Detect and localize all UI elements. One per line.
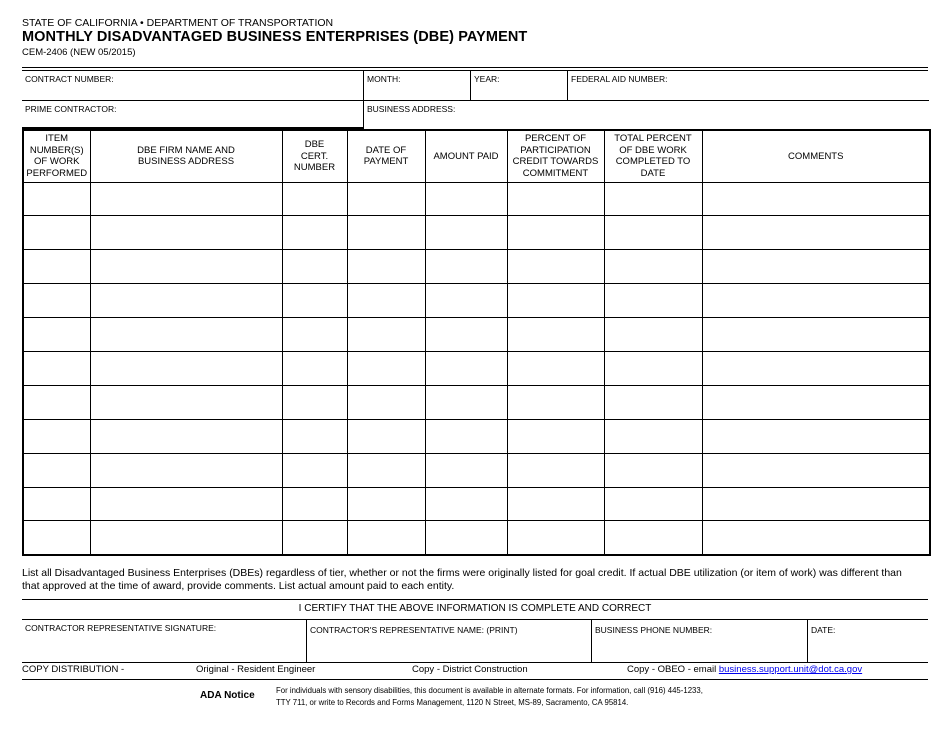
table-cell-input[interactable] (426, 454, 507, 487)
table-cell-input[interactable] (348, 216, 425, 249)
table-cell-input[interactable] (283, 318, 347, 351)
table-cell-input[interactable] (24, 216, 90, 249)
table-cell (507, 487, 604, 521)
table-cell-input[interactable] (703, 352, 930, 385)
table-cell (90, 453, 282, 487)
month-label: MONTH: (367, 74, 401, 84)
business-phone-input[interactable] (594, 646, 805, 660)
table-row (23, 318, 930, 352)
table-cell-input[interactable] (605, 386, 702, 419)
table-cell (507, 453, 604, 487)
table-row (23, 419, 930, 453)
table-cell (702, 284, 930, 318)
table-cell-input[interactable] (605, 216, 702, 249)
ada-notice-title: ADA Notice (200, 690, 255, 701)
representative-name-field (307, 620, 592, 662)
ada-notice-text (276, 685, 876, 708)
table-cell-input[interactable] (605, 352, 702, 385)
business-phone-label: BUSINESS PHONE NUMBER: (595, 625, 713, 635)
table-cell-input[interactable] (24, 488, 90, 521)
business-address-label: BUSINESS ADDRESS: (367, 104, 456, 114)
table-cell-input[interactable] (605, 183, 702, 216)
table-cell-input[interactable] (426, 420, 507, 453)
table-cell-input[interactable] (91, 521, 282, 553)
table-cell-input[interactable] (508, 488, 604, 521)
table-cell (347, 284, 425, 318)
table-cell-input[interactable] (426, 216, 507, 249)
table-cell-input[interactable] (24, 318, 90, 351)
table-cell-input[interactable] (91, 386, 282, 419)
column-header-dbe-firm: DBE FIRM NAME AND BUSINESS ADDRESS (90, 130, 282, 182)
table-cell (507, 351, 604, 385)
table-cell (507, 419, 604, 453)
table-cell (702, 419, 930, 453)
table-cell (425, 453, 507, 487)
form-number: CEM-2406 (NEW 05/2015) (22, 47, 136, 58)
business-phone-field (592, 620, 808, 662)
column-header-date-of-payment: DATE OF PAYMENT (347, 130, 425, 182)
table-cell-input[interactable] (508, 386, 604, 419)
date-field (808, 620, 929, 662)
header-divider (22, 67, 928, 68)
table-cell-input[interactable] (703, 250, 930, 283)
table-cell (425, 521, 507, 555)
table-row (23, 385, 930, 419)
table-cell (604, 453, 702, 487)
agency-name: STATE OF CALIFORNIA • DEPARTMENT OF TRANSPORTATION (22, 17, 334, 29)
form-title: MONTHLY DISADVANTAGED BUSINESS ENTERPRISES (DBE) PAYMENT (22, 29, 528, 45)
table-cell (282, 487, 347, 521)
copy-district: Copy - District Construction (412, 664, 528, 675)
table-cell (282, 284, 347, 318)
contract-number-field (22, 71, 364, 101)
table-row (23, 182, 930, 216)
column-header-item-numbers: ITEM NUMBER(S) OF WORK PERFORMED (23, 130, 90, 182)
table-cell (702, 250, 930, 284)
table-cell (23, 216, 90, 250)
table-cell (507, 216, 604, 250)
table-cell (282, 521, 347, 555)
table-cell (347, 351, 425, 385)
prime-contractor-field (22, 101, 364, 129)
table-cell (282, 216, 347, 250)
instructions-text: List all Disadvantaged Business Enterprises (DBEs) regardless of tier, whether or not the firms were originally listed for goal credit. If actual DBE utilization (or item of work) was different than that approved at the time of award, provide comments. List actual amount paid to each entity. (22, 567, 902, 592)
table-cell (23, 453, 90, 487)
federal-aid-number-label: FEDERAL AID NUMBER: (571, 74, 668, 84)
table-cell-input[interactable] (426, 284, 507, 317)
column-header-cert-number: DBE CERT. NUMBER (282, 130, 347, 182)
table-cell (90, 385, 282, 419)
representative-name-input[interactable] (309, 646, 589, 660)
table-cell (425, 182, 507, 216)
table-cell-input[interactable] (508, 318, 604, 351)
table-cell (347, 521, 425, 555)
table-cell-input[interactable] (508, 420, 604, 453)
obeo-email-link[interactable]: business.support.unit@dot.ca.gov (718, 664, 863, 675)
table-cell (507, 284, 604, 318)
table-cell (347, 250, 425, 284)
table-cell (347, 419, 425, 453)
table-cell (702, 521, 930, 555)
table-cell-input[interactable] (703, 386, 930, 419)
table-cell-input[interactable] (508, 521, 604, 553)
year-input[interactable] (473, 84, 565, 98)
table-cell-input[interactable] (703, 183, 930, 216)
table-cell-input[interactable] (283, 488, 347, 521)
table-cell (604, 521, 702, 555)
table-cell (90, 521, 282, 555)
table-cell (23, 318, 90, 352)
table-cell-input[interactable] (348, 183, 425, 216)
column-header-amount-paid: AMOUNT PAID (425, 130, 507, 182)
table-cell-input[interactable] (91, 216, 282, 249)
table-cell (425, 487, 507, 521)
table-cell (507, 318, 604, 352)
table-cell-input[interactable] (24, 454, 90, 487)
table-cell-input[interactable] (605, 318, 702, 351)
table-cell (347, 385, 425, 419)
prime-contractor-input[interactable] (24, 111, 361, 125)
table-cell-input[interactable] (91, 318, 282, 351)
table-row (23, 250, 930, 284)
table-cell (90, 216, 282, 250)
table-cell-input[interactable] (24, 386, 90, 419)
table-cell (90, 419, 282, 453)
table-cell (23, 182, 90, 216)
contract-number-label: CONTRACT NUMBER: (25, 74, 114, 84)
copy-original: Original - Resident Engineer (196, 664, 316, 675)
table-cell-input[interactable] (91, 488, 282, 521)
table-cell (90, 318, 282, 352)
table-cell-input[interactable] (703, 216, 930, 249)
table-cell (507, 250, 604, 284)
table-cell-input[interactable] (24, 521, 90, 553)
table-row (23, 351, 930, 385)
table-cell (23, 385, 90, 419)
ada-divider (22, 679, 928, 680)
table-cell-input[interactable] (91, 250, 282, 283)
table-cell-input[interactable] (283, 284, 347, 317)
table-cell (23, 521, 90, 555)
table-cell (702, 318, 930, 352)
distribution-divider (22, 662, 928, 663)
table-cell (282, 453, 347, 487)
date-input[interactable] (810, 646, 927, 660)
table-cell (347, 182, 425, 216)
copy-obeo (627, 664, 862, 675)
year-label: YEAR: (474, 74, 500, 84)
table-cell-input[interactable] (426, 318, 507, 351)
table-cell (282, 250, 347, 284)
table-cell-input[interactable] (283, 420, 347, 453)
table-cell-input[interactable] (426, 250, 507, 283)
table-row (23, 487, 930, 521)
table-cell (702, 216, 930, 250)
table-cell (604, 182, 702, 216)
business-address-field (364, 101, 929, 129)
table-cell (282, 182, 347, 216)
table-cell (23, 284, 90, 318)
table-cell (604, 487, 702, 521)
table-cell (90, 284, 282, 318)
table-cell-input[interactable] (91, 284, 282, 317)
table-cell-input[interactable] (348, 284, 425, 317)
table-cell (702, 182, 930, 216)
table-cell (425, 419, 507, 453)
table-cell-input[interactable] (283, 216, 347, 249)
ada-notice-line: TTY 711, or write to Records and Forms Management, 1120 N Street, MS-89, Sacramento, CA 95814. (276, 697, 629, 707)
table-cell (425, 216, 507, 250)
table-cell-input[interactable] (508, 454, 604, 487)
table-cell (604, 250, 702, 284)
certification-statement: I CERTIFY THAT THE ABOVE INFORMATION IS COMPLETE AND CORRECT (298, 603, 652, 614)
year-field (471, 71, 568, 101)
table-cell (282, 351, 347, 385)
table-cell-input[interactable] (426, 352, 507, 385)
table-cell-input[interactable] (283, 521, 347, 553)
table-cell-input[interactable] (605, 454, 702, 487)
table-cell-input[interactable] (348, 250, 425, 283)
table-cell-input[interactable] (703, 284, 930, 317)
table-cell (425, 351, 507, 385)
ada-notice-line: For individuals with sensory disabilities, this document is available in alternate formats. For information, call (916) 445-1233, (276, 686, 703, 695)
table-row (23, 216, 930, 250)
table-cell-input[interactable] (283, 386, 347, 419)
signature-field (22, 620, 307, 662)
table-cell-input[interactable] (283, 183, 347, 216)
table-cell (347, 487, 425, 521)
table-cell-input[interactable] (91, 352, 282, 385)
table-cell-input[interactable] (348, 386, 425, 419)
table-cell-input[interactable] (703, 454, 930, 487)
table-cell (604, 318, 702, 352)
table-cell-input[interactable] (703, 521, 930, 553)
table-cell (425, 250, 507, 284)
prime-contractor-label: PRIME CONTRACTOR: (25, 104, 117, 114)
table-cell (604, 216, 702, 250)
table-cell-input[interactable] (426, 386, 507, 419)
table-cell-input[interactable] (348, 454, 425, 487)
table-cell (347, 453, 425, 487)
table-cell-input[interactable] (605, 250, 702, 283)
table-cell (702, 351, 930, 385)
table-cell-input[interactable] (508, 250, 604, 283)
table-cell (282, 385, 347, 419)
table-cell-input[interactable] (24, 183, 90, 216)
table-cell-input[interactable] (91, 183, 282, 216)
table-cell (604, 419, 702, 453)
table-cell-input[interactable] (348, 352, 425, 385)
table-cell (507, 521, 604, 555)
business-address-input[interactable] (366, 113, 927, 127)
table-cell-input[interactable] (24, 284, 90, 317)
table-cell (702, 453, 930, 487)
table-cell-input[interactable] (426, 521, 507, 553)
table-cell (702, 487, 930, 521)
table-cell-input[interactable] (508, 352, 604, 385)
table-cell-input[interactable] (508, 284, 604, 317)
table-cell-input[interactable] (24, 250, 90, 283)
copy-distribution-label: COPY DISTRIBUTION - (22, 664, 125, 675)
table-cell-input[interactable] (348, 521, 425, 553)
month-input[interactable] (366, 84, 468, 98)
table-cell-input[interactable] (605, 521, 702, 553)
table-cell-input[interactable] (91, 454, 282, 487)
column-header-total-percent: TOTAL PERCENT OF DBE WORK COMPLETED TO DATE (604, 130, 702, 182)
table-cell (604, 351, 702, 385)
contract-number-input[interactable] (24, 84, 361, 98)
table-cell-input[interactable] (348, 488, 425, 521)
table-cell-input[interactable] (426, 183, 507, 216)
signature-input[interactable] (24, 646, 304, 660)
table-cell (282, 419, 347, 453)
certification-divider (22, 599, 928, 600)
table-cell-input[interactable] (426, 488, 507, 521)
table-cell (604, 385, 702, 419)
date-label: DATE: (811, 625, 836, 635)
table-cell-input[interactable] (283, 454, 347, 487)
federal-aid-number-field (568, 71, 929, 101)
table-cell-input[interactable] (283, 250, 347, 283)
table-cell-input[interactable] (605, 488, 702, 521)
representative-name-label: CONTRACTOR'S REPRESENTATIVE NAME: (PRINT) (310, 625, 518, 635)
table-row (23, 284, 930, 318)
table-cell-input[interactable] (24, 420, 90, 453)
table-cell-input[interactable] (91, 420, 282, 453)
column-header-percent-participation: PERCENT OF PARTICIPATION CREDIT TOWARDS COMMITMENT (507, 130, 604, 182)
table-row (23, 521, 930, 555)
table-cell (90, 351, 282, 385)
copy-obeo-label: Copy - OBEO - email (627, 664, 717, 675)
table-cell (23, 419, 90, 453)
table-cell-input[interactable] (508, 183, 604, 216)
table-cell (23, 250, 90, 284)
table-cell-input[interactable] (508, 216, 604, 249)
month-field (364, 71, 471, 101)
table-cell (347, 318, 425, 352)
table-cell (425, 284, 507, 318)
table-cell (282, 318, 347, 352)
table-cell-input[interactable] (703, 318, 930, 351)
table-cell-input[interactable] (703, 420, 930, 453)
table-cell (90, 182, 282, 216)
table-cell (425, 318, 507, 352)
table-cell (23, 487, 90, 521)
table-cell-input[interactable] (703, 488, 930, 521)
table-cell (702, 385, 930, 419)
column-header-comments: COMMENTS (702, 130, 930, 182)
table-row (23, 453, 930, 487)
table-cell (604, 284, 702, 318)
table-cell (90, 250, 282, 284)
table-cell (425, 385, 507, 419)
table-cell-input[interactable] (605, 284, 702, 317)
table-cell-input[interactable] (605, 420, 702, 453)
table-cell (347, 216, 425, 250)
table-cell-input[interactable] (283, 352, 347, 385)
table-header-row (23, 130, 930, 182)
table-cell-input[interactable] (24, 352, 90, 385)
table-cell (23, 351, 90, 385)
federal-aid-number-input[interactable] (570, 84, 927, 98)
dbe-payment-table (22, 129, 931, 556)
signature-label: CONTRACTOR REPRESENTATIVE SIGNATURE: (25, 623, 217, 633)
table-cell-input[interactable] (348, 420, 425, 453)
table-cell-input[interactable] (348, 318, 425, 351)
table-cell (507, 182, 604, 216)
table-cell (90, 487, 282, 521)
table-cell (507, 385, 604, 419)
